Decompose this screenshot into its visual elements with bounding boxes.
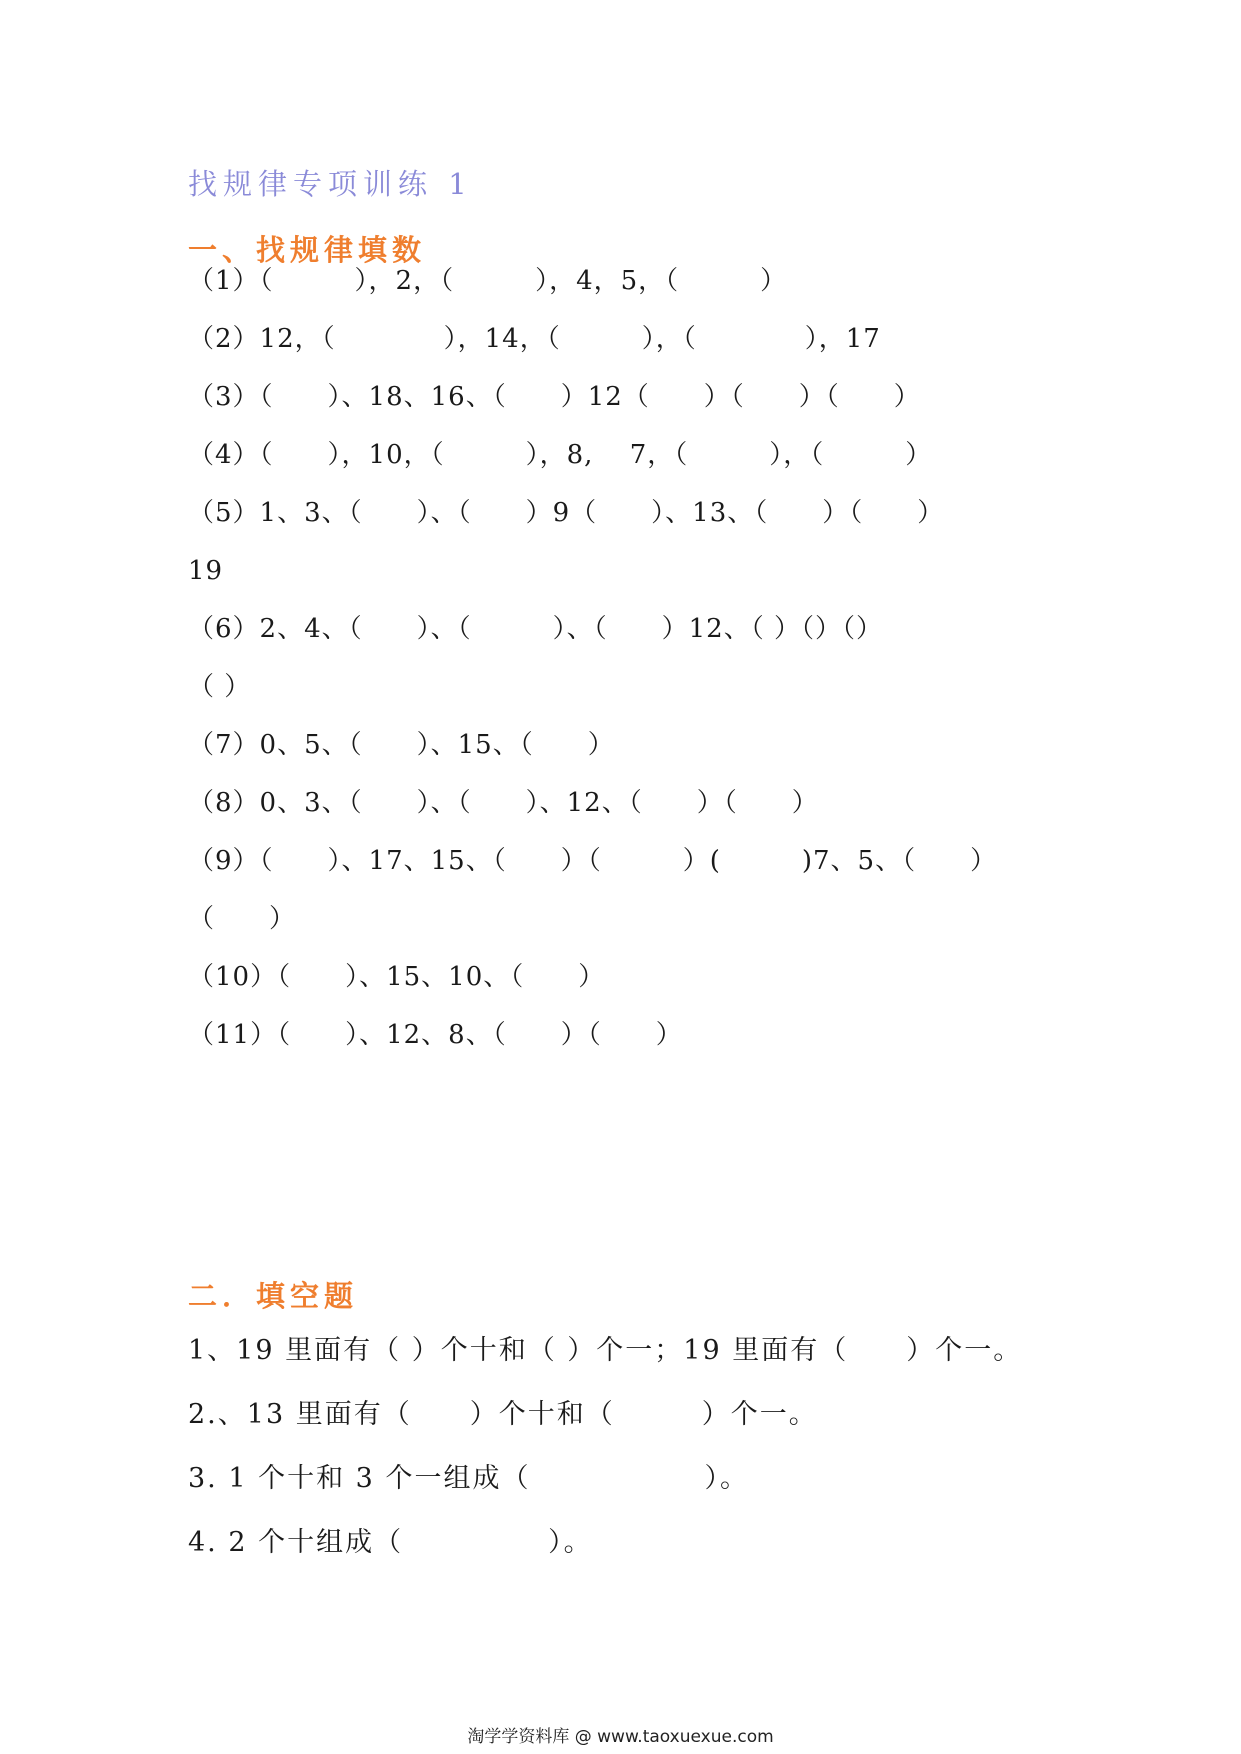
exercise-line: （6）2、4、（ ）、（ ）、（ ）12、（ ）（）（） [188,614,883,644]
exercise-line: （9）（ ）、17、15、（ ）（ ）( )7、5、（ ） [188,846,998,876]
exercise-line-continuation: 19 [188,556,224,586]
section-heading-pattern-fill: 一、找规律填数 [188,233,427,267]
document-title: 找规律专项训练 1 [188,167,473,201]
exercise-line-continuation: （ ） [188,672,252,702]
exercise-line: （1）（ ），2，（ ），4，5，（ ） [188,266,788,296]
exercise-line: （4）（ ），10，（ ），8, 7，（ ），（ ） [188,440,933,470]
fill-blank-question: 1、19 里面有（ ）个十和（ ）个一；19 里面有（ ）个一。 [188,1335,1023,1366]
exercise-line-continuation: （ ） [188,904,297,934]
exercise-line: （3）（ ）、18、16、（ ）12（ ）（ ）（ ） [188,382,921,412]
section-heading-fill-blank: 二．填空题 [188,1279,359,1313]
exercise-line: （5）1、3、（ ）、（ ）9（ ）、13、（ ）（ ） [188,498,945,528]
footer-watermark: 淘学学资料库 @ www.taoxuexue.com [467,1727,774,1747]
exercise-line: （8）0、3、（ ）、（ ）、12、（ ）（ ） [188,788,819,818]
fill-blank-question: 4. 2 个十组成（ ）。 [188,1527,593,1558]
exercise-line: （10）（ ）、15、10、（ ） [188,962,606,992]
exercise-line: （2）12，（ ），14，（ ），（ ），17 [188,324,881,354]
exercise-line: （7）0、5、（ ）、15、（ ） [188,730,615,760]
exercise-line: （11）（ ）、12、8、（ ）（ ） [188,1020,683,1050]
fill-blank-question: 3. 1 个十和 3 个一组成（ ）。 [188,1463,749,1494]
fill-blank-question: 2.、13 里面有（ ）个十和（ ）个一。 [188,1399,818,1430]
